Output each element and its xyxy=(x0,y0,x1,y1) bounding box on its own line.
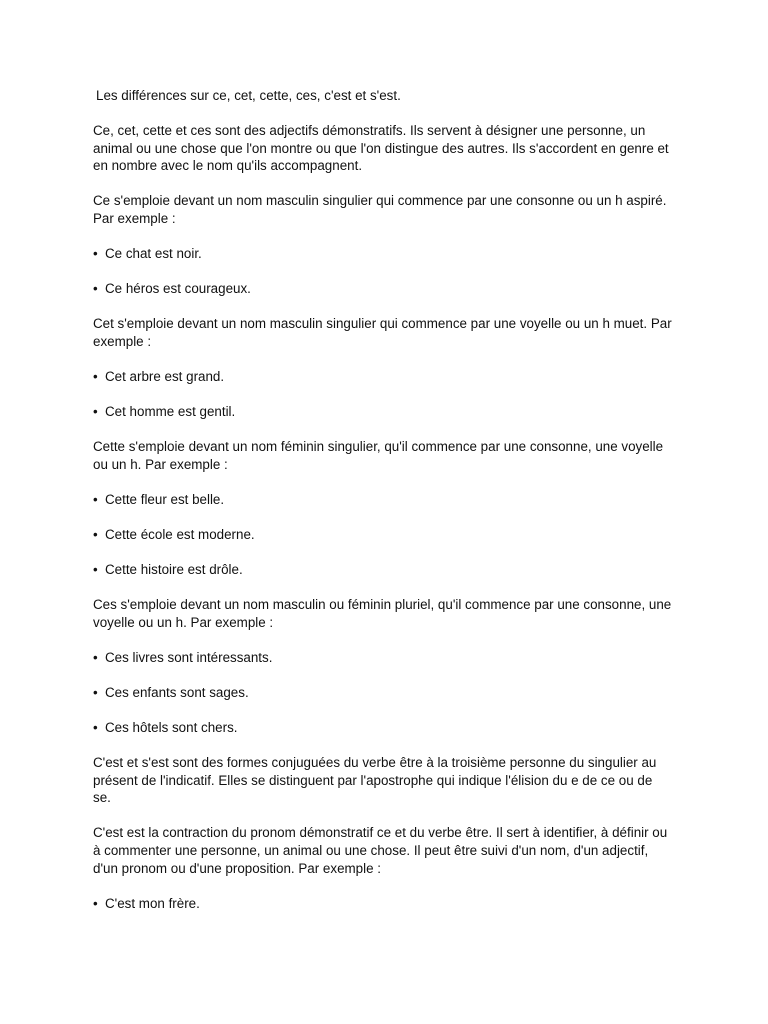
list-item xyxy=(93,491,673,509)
list-item xyxy=(93,561,673,579)
list-item xyxy=(93,368,673,386)
list-item xyxy=(93,245,673,263)
bullet-icon: • xyxy=(93,246,98,262)
list-item-text: Cette école est moderne. xyxy=(105,526,255,542)
list-item xyxy=(93,895,673,913)
list-item-text: Ces livres sont intéressants. xyxy=(105,649,273,665)
list-item xyxy=(93,280,673,298)
bullet-icon: • xyxy=(93,562,98,577)
list-item-text: Cet homme est gentil. xyxy=(105,404,236,420)
document-body xyxy=(93,87,673,930)
list-item xyxy=(93,719,673,737)
bullet-icon: • xyxy=(93,491,98,507)
paragraph: Ce, cet, cette et ces sont des adjectifs démonstratifs. Ils servent à désigner une personne, un animal ou une chose que l'on montre ou que l'on distingue des autres. Ils s'accordent en genre et en nombre avec le nom qu'ils accompagnent. xyxy=(93,123,669,174)
list-item xyxy=(93,684,673,702)
list-item-text: Ces hôtels sont chers. xyxy=(105,719,238,735)
list-item xyxy=(93,403,673,421)
list-item xyxy=(93,526,673,544)
bullet-icon: • xyxy=(93,895,98,911)
list-item-text: Cette fleur est belle. xyxy=(105,491,225,507)
bullet-icon: • xyxy=(93,526,98,542)
paragraph: Cette s'emploie devant un nom féminin singulier, qu'il commence par une consonne, une voyelle ou un h. Par exemple : xyxy=(93,439,664,472)
document-title: Les différences sur ce, cet, cette, ces, c'est et s'est. xyxy=(96,88,401,103)
bullet-icon: • xyxy=(93,404,98,420)
list-item-text: Ce chat est noir. xyxy=(105,246,202,262)
paragraph: C'est est la contraction du pronom démonstratif ce et du verbe être. Il sert à identifier, à définir ou à commenter une personne, un animal ou une chose. Il peut être suivi d'un nom, d'un adjectif, d'un pronom ou d'une proposition. Par exemple : xyxy=(93,825,668,876)
list-item-text: C'est mon frère. xyxy=(105,895,200,911)
list-item-text: Ces enfants sont sages. xyxy=(105,684,249,700)
bullet-icon: • xyxy=(93,684,98,700)
list-item-text: Cette histoire est drôle. xyxy=(105,562,243,577)
paragraph: C'est et s'est sont des formes conjuguées du verbe être à la troisième personne du singulier au présent de l'indicatif. Elles se distinguent par l'apostrophe qui indique l'élision du e de ce ou de se. xyxy=(93,755,657,806)
bullet-icon: • xyxy=(93,368,98,384)
list-item-text: Ce héros est courageux. xyxy=(105,281,251,297)
paragraph: Cet s'emploie devant un nom masculin singulier qui commence par une voyelle ou un h muet. Par exemple : xyxy=(93,316,672,349)
bullet-icon: • xyxy=(93,649,98,665)
list-item xyxy=(93,649,673,667)
bullet-icon: • xyxy=(93,281,98,297)
list-item-text: Cet arbre est grand. xyxy=(105,368,225,384)
paragraph: Ces s'emploie devant un nom masculin ou féminin pluriel, qu'il commence par une consonne, une voyelle ou un h. Par exemple : xyxy=(93,597,672,630)
paragraph: Ce s'emploie devant un nom masculin singulier qui commence par une consonne ou un h aspiré. Par exemple : xyxy=(93,193,667,226)
bullet-icon: • xyxy=(93,719,98,735)
